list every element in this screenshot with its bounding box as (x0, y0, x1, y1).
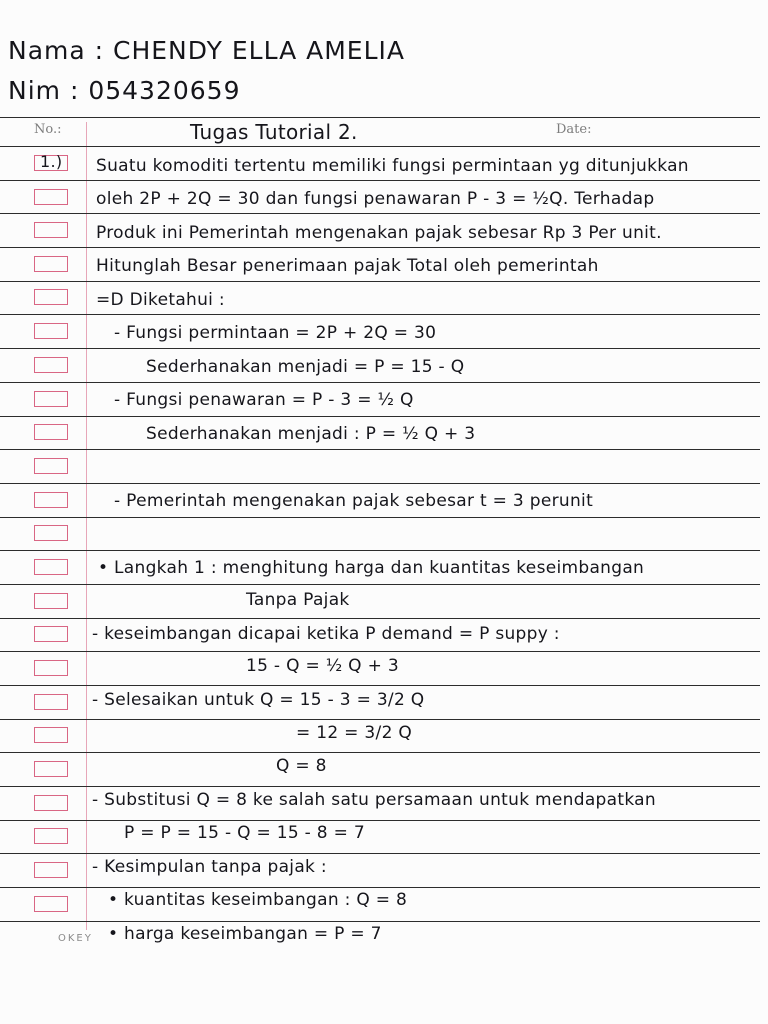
date-label: Date: (556, 122, 592, 137)
text-line: - Fungsi permintaan = 2P + 2Q = 30 (114, 323, 437, 343)
ruled-line (0, 483, 760, 484)
margin-box (34, 256, 68, 272)
text-line: Sederhanakan menjadi : P = ½ Q + 3 (146, 424, 476, 444)
text-line: = 12 = 3/2 Q (296, 723, 413, 743)
margin-box (34, 727, 68, 743)
item-number: 1.) (40, 152, 63, 171)
ruled-line (0, 180, 760, 181)
ruled-line (0, 281, 760, 282)
margin-box (34, 492, 68, 508)
margin-box (34, 323, 68, 339)
ruled-line (0, 752, 760, 753)
ruled-line (0, 213, 760, 214)
text-line: • kuantitas keseimbangan : Q = 8 (108, 890, 408, 910)
ruled-line (0, 820, 760, 821)
margin-box (34, 862, 68, 878)
margin-box (34, 357, 68, 373)
page-title: Tugas Tutorial 2. (190, 120, 358, 144)
margin-box (34, 593, 68, 609)
ruled-line (0, 719, 760, 720)
ruled-line (0, 921, 760, 922)
text-line: =D Diketahui : (96, 290, 225, 310)
margin-box (34, 828, 68, 844)
ruled-line (0, 517, 760, 518)
ruled-line (0, 416, 760, 417)
ruled-line (0, 887, 760, 888)
ruled-line (0, 685, 760, 686)
margin-box (34, 424, 68, 440)
margin-box (34, 391, 68, 407)
text-line: Q = 8 (276, 756, 327, 776)
ruled-line (0, 618, 760, 619)
ruled-line (0, 382, 760, 383)
student-nim: Nim : 054320659 (8, 76, 241, 105)
text-line: P = P = 15 - Q = 15 - 8 = 7 (124, 823, 365, 843)
text-line: Produk ini Pemerintah mengenakan pajak sebesar Rp 3 Per unit. (96, 223, 662, 243)
margin-box (34, 289, 68, 305)
text-line: - keseimbangan dicapai ketika P demand = P suppy : (92, 624, 560, 644)
ruled-line (0, 786, 760, 787)
margin-box (34, 626, 68, 642)
margin-box (34, 222, 68, 238)
margin-box (34, 189, 68, 205)
ruled-line (0, 584, 760, 585)
text-line: - Pemerintah mengenakan pajak sebesar t = 3 perunit (114, 491, 594, 511)
ruled-line (0, 651, 760, 652)
student-name: Nama : CHENDY ELLA AMELIA (8, 36, 406, 65)
text-line: 15 - Q = ½ Q + 3 (246, 656, 399, 676)
text-line: Sederhanakan menjadi = P = 15 - Q (146, 357, 465, 377)
ruled-line (0, 348, 760, 349)
margin-box (34, 795, 68, 811)
text-line: oleh 2P + 2Q = 30 dan fungsi penawaran P - 3 = ½Q. Terhadap (96, 189, 655, 209)
margin-box (34, 694, 68, 710)
margin-box (34, 458, 68, 474)
no-label: No.: (34, 122, 62, 137)
text-line: - Kesimpulan tanpa pajak : (92, 857, 327, 877)
text-line: • Langkah 1 : menghitung harga dan kuantitas keseimbangan (98, 558, 645, 578)
text-line: Suatu komoditi tertentu memiliki fungsi permintaan yg ditunjukkan (96, 156, 689, 176)
ruled-line (0, 449, 760, 450)
ruled-line (0, 314, 760, 315)
margin-box (34, 761, 68, 777)
text-line: - Fungsi penawaran = P - 3 = ½ Q (114, 390, 414, 410)
ruled-line (0, 146, 760, 147)
ruled-line (0, 117, 760, 118)
ruled-line (0, 247, 760, 248)
margin-box (34, 896, 68, 912)
margin-box (34, 525, 68, 541)
text-line: • harga keseimbangan = P = 7 (108, 924, 382, 944)
notebook-brand: OKEY (58, 933, 93, 944)
text-line: - Substitusi Q = 8 ke salah satu persamaan untuk mendapatkan (92, 790, 656, 810)
text-line: Hitunglah Besar penerimaan pajak Total oleh pemerintah (96, 256, 599, 276)
text-line: - Selesaikan untuk Q = 15 - 3 = 3/2 Q (92, 690, 425, 710)
margin-box (34, 559, 68, 575)
margin-box (34, 660, 68, 676)
ruled-line (0, 853, 760, 854)
ruled-line (0, 550, 760, 551)
text-line: Tanpa Pajak (246, 590, 350, 610)
margin-line (86, 122, 87, 930)
